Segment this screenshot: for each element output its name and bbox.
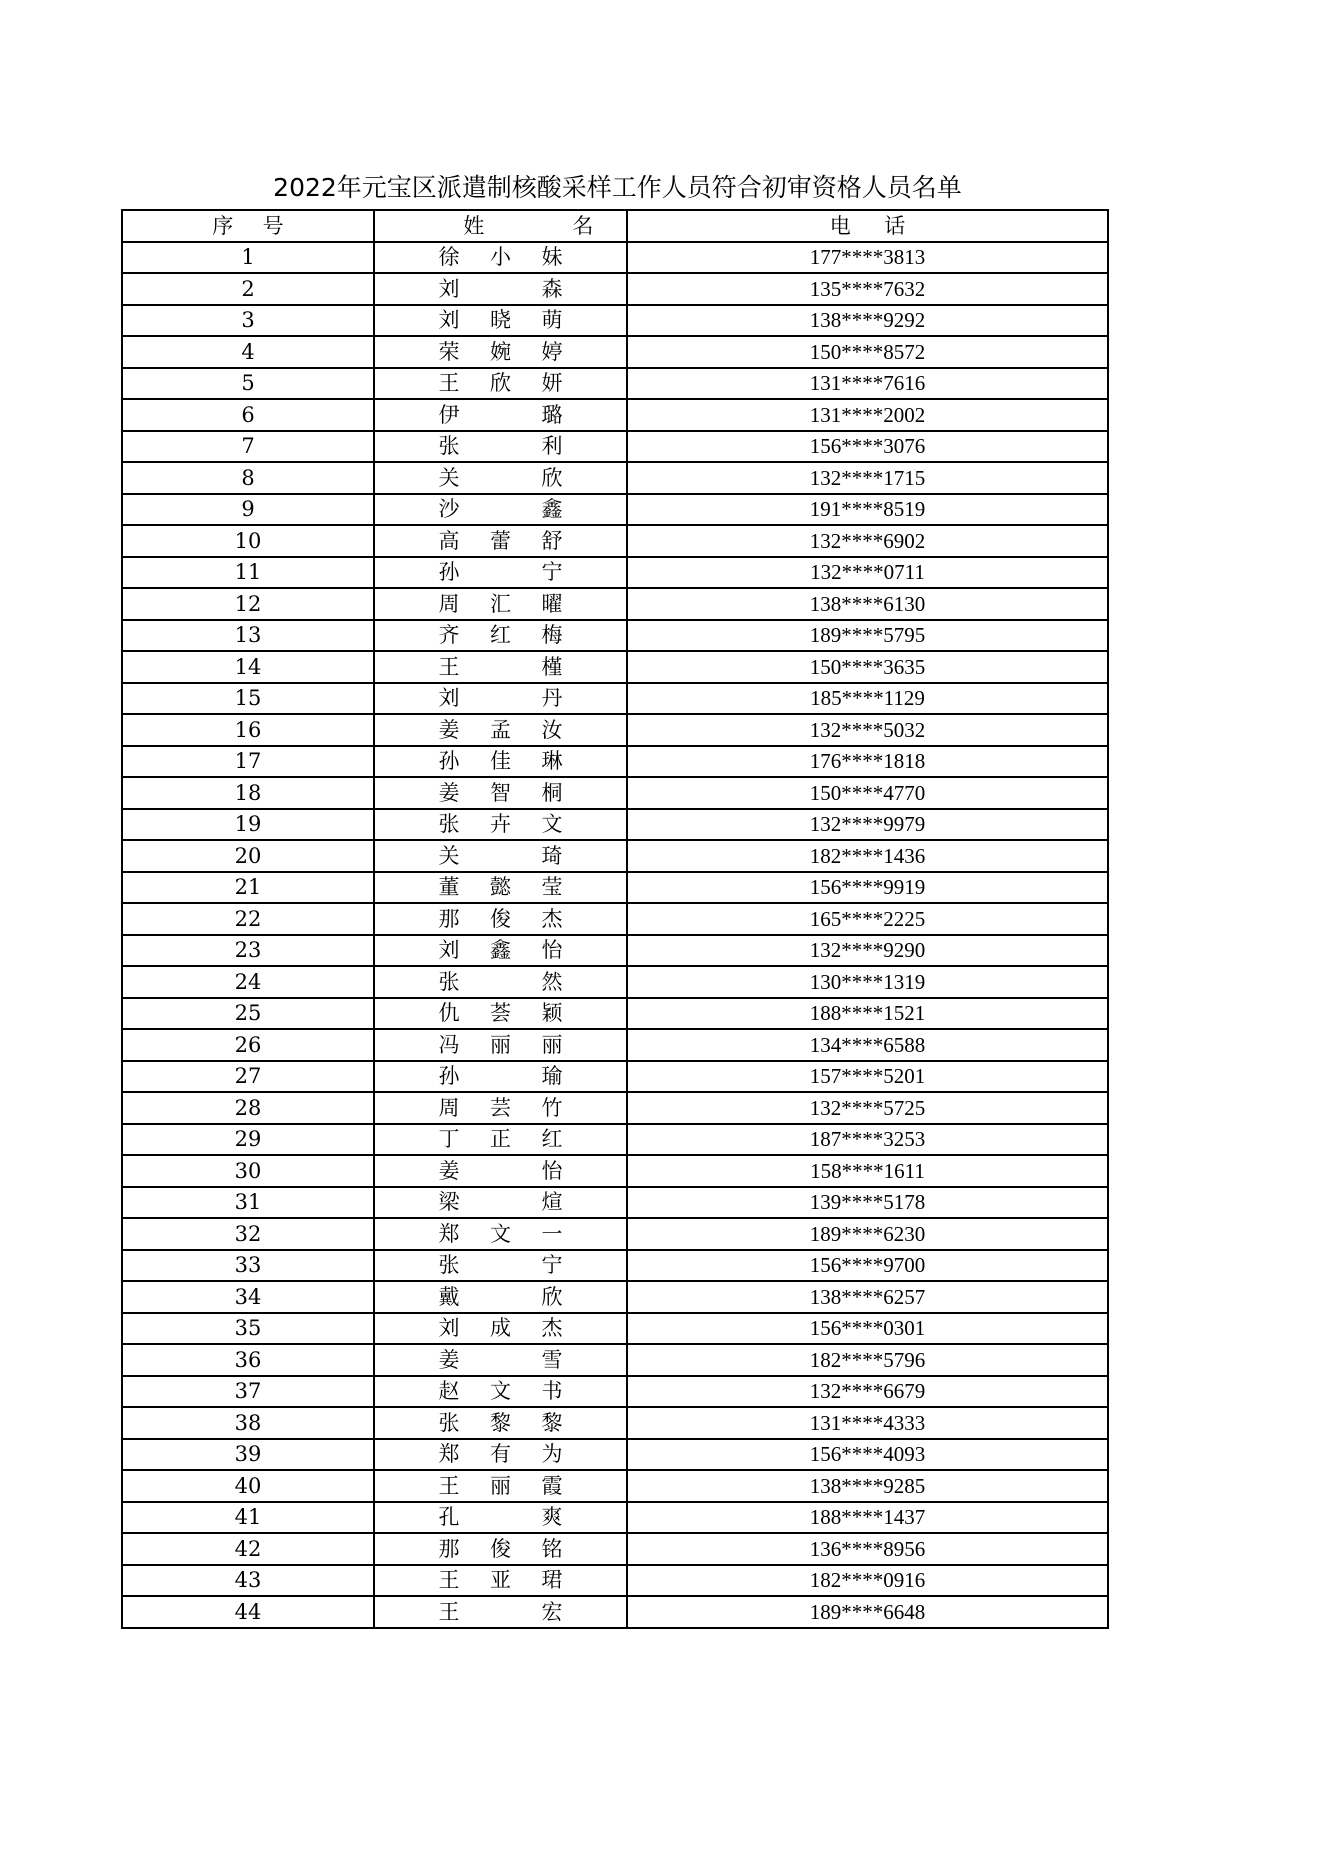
header-phone: 电话 [627, 210, 1108, 242]
cell-phone: 138****9292 [627, 305, 1108, 337]
person-name: 徐 小 妹 [438, 245, 563, 270]
cell-phone: 156****3076 [627, 431, 1108, 463]
cell-name [374, 777, 627, 809]
table-row [122, 557, 1108, 589]
cell-phone: 188****1437 [627, 1502, 1108, 1534]
table-row [122, 903, 1108, 935]
table-row [122, 1281, 1108, 1313]
cell-seq: 37 [122, 1376, 374, 1408]
person-name: 郑 有 为 [438, 1442, 563, 1467]
table-body [122, 242, 1108, 1628]
cell-seq: 42 [122, 1533, 374, 1565]
cell-name [374, 525, 627, 557]
person-name: 王 亚 珺 [438, 1568, 563, 1593]
person-name: 孙 宁 [438, 560, 563, 585]
cell-phone: 177****3813 [627, 242, 1108, 274]
person-name: 冯 丽 丽 [438, 1032, 563, 1057]
cell-seq: 20 [122, 840, 374, 872]
table-header-row [122, 210, 1108, 242]
cell-name [374, 683, 627, 715]
person-name: 高 蕾 舒 [438, 528, 563, 553]
table-row [122, 242, 1108, 274]
person-name: 张 宁 [438, 1253, 563, 1278]
cell-phone: 150****8572 [627, 336, 1108, 368]
cell-seq: 38 [122, 1407, 374, 1439]
cell-name [374, 746, 627, 778]
cell-seq: 9 [122, 494, 374, 526]
cell-phone: 191****8519 [627, 494, 1108, 526]
table-row [122, 1439, 1108, 1471]
cell-name [374, 903, 627, 935]
cell-seq: 11 [122, 557, 374, 589]
cell-seq: 16 [122, 714, 374, 746]
table-row [122, 935, 1108, 967]
cell-seq: 8 [122, 462, 374, 494]
cell-name [374, 305, 627, 337]
cell-name [374, 1029, 627, 1061]
cell-seq: 5 [122, 368, 374, 400]
cell-phone: 132****6902 [627, 525, 1108, 557]
cell-name [374, 1092, 627, 1124]
cell-phone: 156****4093 [627, 1439, 1108, 1471]
cell-seq: 6 [122, 399, 374, 431]
table-row [122, 1187, 1108, 1219]
cell-name [374, 462, 627, 494]
cell-name [374, 1533, 627, 1565]
person-name: 沙 鑫 [438, 497, 563, 522]
person-name: 姜 雪 [438, 1347, 563, 1372]
person-name: 姜 智 桐 [438, 780, 563, 805]
cell-phone: 182****5796 [627, 1344, 1108, 1376]
person-name: 梁 煊 [438, 1190, 563, 1215]
cell-seq: 29 [122, 1124, 374, 1156]
table-row [122, 336, 1108, 368]
cell-phone: 131****2002 [627, 399, 1108, 431]
cell-name [374, 1061, 627, 1093]
cell-phone: 131****4333 [627, 1407, 1108, 1439]
cell-seq: 25 [122, 998, 374, 1030]
cell-name [374, 1407, 627, 1439]
cell-seq: 24 [122, 966, 374, 998]
table-row [122, 588, 1108, 620]
table-row [122, 746, 1108, 778]
table-row [122, 1407, 1108, 1439]
cell-name [374, 966, 627, 998]
cell-phone: 156****0301 [627, 1313, 1108, 1345]
cell-seq: 32 [122, 1218, 374, 1250]
person-name: 丁 正 红 [438, 1127, 563, 1152]
cell-name [374, 368, 627, 400]
person-name: 王 欣 妍 [438, 371, 563, 396]
cell-seq: 31 [122, 1187, 374, 1219]
person-name: 孙 瑜 [438, 1064, 563, 1089]
person-name: 姜 怡 [438, 1158, 563, 1183]
roster-table [121, 209, 1109, 1629]
table-row [122, 399, 1108, 431]
cell-phone: 189****5795 [627, 620, 1108, 652]
cell-seq: 21 [122, 872, 374, 904]
cell-seq: 41 [122, 1502, 374, 1534]
person-name: 张 卉 文 [438, 812, 563, 837]
cell-seq: 30 [122, 1155, 374, 1187]
table-row [122, 431, 1108, 463]
table-row [122, 620, 1108, 652]
person-name: 刘 丹 [438, 686, 563, 711]
table-row [122, 368, 1108, 400]
cell-phone: 138****9285 [627, 1470, 1108, 1502]
cell-seq: 34 [122, 1281, 374, 1313]
cell-name [374, 1596, 627, 1628]
table-row [122, 462, 1108, 494]
person-name: 戴 欣 [438, 1284, 563, 1309]
cell-seq: 36 [122, 1344, 374, 1376]
table-row [122, 1313, 1108, 1345]
cell-seq: 26 [122, 1029, 374, 1061]
person-name: 仇 荟 颖 [438, 1001, 563, 1026]
cell-name [374, 651, 627, 683]
person-name: 那 俊 铭 [438, 1536, 563, 1561]
cell-phone: 132****1715 [627, 462, 1108, 494]
cell-name [374, 1439, 627, 1471]
cell-seq: 43 [122, 1565, 374, 1597]
table-row [122, 1565, 1108, 1597]
person-name: 张 利 [438, 434, 563, 459]
person-name: 孔 爽 [438, 1505, 563, 1530]
cell-phone: 182****1436 [627, 840, 1108, 872]
cell-seq: 18 [122, 777, 374, 809]
cell-name [374, 494, 627, 526]
cell-seq: 27 [122, 1061, 374, 1093]
cell-name [374, 557, 627, 589]
table-row [122, 494, 1108, 526]
cell-phone: 158****1611 [627, 1155, 1108, 1187]
table-row [122, 809, 1108, 841]
person-name: 董 懿 莹 [438, 875, 563, 900]
cell-phone: 132****6679 [627, 1376, 1108, 1408]
cell-seq: 14 [122, 651, 374, 683]
cell-name [374, 809, 627, 841]
cell-phone: 132****9979 [627, 809, 1108, 841]
cell-phone: 132****9290 [627, 935, 1108, 967]
table-row [122, 525, 1108, 557]
cell-phone: 185****1129 [627, 683, 1108, 715]
cell-phone: 131****7616 [627, 368, 1108, 400]
cell-phone: 134****6588 [627, 1029, 1108, 1061]
table-row [122, 840, 1108, 872]
person-name: 王 宏 [438, 1599, 563, 1624]
cell-seq: 15 [122, 683, 374, 715]
cell-name [374, 935, 627, 967]
person-name: 姜 孟 汝 [438, 717, 563, 742]
table-row [122, 1344, 1108, 1376]
cell-name [374, 1344, 627, 1376]
table-row [122, 1250, 1108, 1282]
cell-name [374, 273, 627, 305]
person-name: 齐 红 梅 [438, 623, 563, 648]
cell-phone: 138****6257 [627, 1281, 1108, 1313]
table-row [122, 1533, 1108, 1565]
cell-name [374, 242, 627, 274]
person-name: 张 黎 黎 [438, 1410, 563, 1435]
person-name: 刘 森 [438, 276, 563, 301]
person-name: 张 然 [438, 969, 563, 994]
cell-phone: 132****0711 [627, 557, 1108, 589]
person-name: 关 琦 [438, 843, 563, 868]
cell-phone: 189****6648 [627, 1596, 1108, 1628]
cell-seq: 2 [122, 273, 374, 305]
cell-seq: 4 [122, 336, 374, 368]
cell-phone: 138****6130 [627, 588, 1108, 620]
cell-name [374, 399, 627, 431]
cell-name [374, 840, 627, 872]
table-row [122, 1376, 1108, 1408]
cell-name [374, 588, 627, 620]
cell-seq: 12 [122, 588, 374, 620]
cell-seq: 33 [122, 1250, 374, 1282]
cell-phone: 139****5178 [627, 1187, 1108, 1219]
cell-name [374, 336, 627, 368]
table-row [122, 305, 1108, 337]
table-row [122, 273, 1108, 305]
cell-name [374, 1313, 627, 1345]
cell-phone: 132****5032 [627, 714, 1108, 746]
table-row [122, 1029, 1108, 1061]
person-name: 王 丽 霞 [438, 1473, 563, 1498]
cell-name [374, 1250, 627, 1282]
cell-name [374, 714, 627, 746]
cell-seq: 13 [122, 620, 374, 652]
cell-seq: 40 [122, 1470, 374, 1502]
cell-seq: 28 [122, 1092, 374, 1124]
cell-name [374, 620, 627, 652]
table-row [122, 1502, 1108, 1534]
cell-phone: 182****0916 [627, 1565, 1108, 1597]
table-row [122, 1470, 1108, 1502]
cell-seq: 39 [122, 1439, 374, 1471]
cell-name [374, 1218, 627, 1250]
person-name: 那 俊 杰 [438, 906, 563, 931]
cell-name [374, 1470, 627, 1502]
cell-name [374, 1376, 627, 1408]
cell-seq: 35 [122, 1313, 374, 1345]
cell-phone: 156****9700 [627, 1250, 1108, 1282]
table-row [122, 872, 1108, 904]
table-row [122, 777, 1108, 809]
cell-seq: 19 [122, 809, 374, 841]
cell-phone: 156****9919 [627, 872, 1108, 904]
table-row [122, 714, 1108, 746]
cell-phone: 135****7632 [627, 273, 1108, 305]
cell-phone: 136****8956 [627, 1533, 1108, 1565]
cell-name [374, 998, 627, 1030]
table-row [122, 966, 1108, 998]
cell-phone: 188****1521 [627, 998, 1108, 1030]
cell-name [374, 1502, 627, 1534]
cell-seq: 44 [122, 1596, 374, 1628]
person-name: 孙 佳 琳 [438, 749, 563, 774]
person-name: 伊 璐 [438, 402, 563, 427]
cell-seq: 23 [122, 935, 374, 967]
person-name: 郑 文 一 [438, 1221, 563, 1246]
table-row [122, 683, 1108, 715]
table-row [122, 1061, 1108, 1093]
cell-seq: 17 [122, 746, 374, 778]
cell-name [374, 431, 627, 463]
cell-name [374, 1155, 627, 1187]
person-name: 刘 成 杰 [438, 1316, 563, 1341]
person-name: 周 芸 竹 [438, 1095, 563, 1120]
cell-phone: 130****1319 [627, 966, 1108, 998]
cell-name [374, 1565, 627, 1597]
person-name: 王 槿 [438, 654, 563, 679]
header-seq: 序号 [122, 210, 374, 242]
cell-name [374, 872, 627, 904]
cell-name [374, 1187, 627, 1219]
cell-seq: 1 [122, 242, 374, 274]
cell-phone: 187****3253 [627, 1124, 1108, 1156]
header-name: 姓名 [374, 210, 627, 242]
person-name: 荣 婉 婷 [438, 339, 563, 364]
table-row [122, 1218, 1108, 1250]
page-title: 2022年元宝区派遣制核酸采样工作人员符合初审资格人员名单 [273, 173, 962, 202]
cell-phone: 150****4770 [627, 777, 1108, 809]
table-row [122, 1155, 1108, 1187]
cell-phone: 176****1818 [627, 746, 1108, 778]
cell-phone: 165****2225 [627, 903, 1108, 935]
cell-phone: 189****6230 [627, 1218, 1108, 1250]
cell-seq: 3 [122, 305, 374, 337]
cell-name [374, 1124, 627, 1156]
table-row [122, 998, 1108, 1030]
table-row [122, 1124, 1108, 1156]
table-row [122, 1596, 1108, 1628]
cell-phone: 150****3635 [627, 651, 1108, 683]
person-name: 刘 晓 萌 [438, 308, 563, 333]
person-name: 刘 鑫 怡 [438, 938, 563, 963]
table-row [122, 1092, 1108, 1124]
cell-seq: 22 [122, 903, 374, 935]
table-row [122, 651, 1108, 683]
cell-phone: 157****5201 [627, 1061, 1108, 1093]
cell-seq: 10 [122, 525, 374, 557]
person-name: 赵 文 书 [438, 1379, 563, 1404]
cell-seq: 7 [122, 431, 374, 463]
cell-phone: 132****5725 [627, 1092, 1108, 1124]
cell-name [374, 1281, 627, 1313]
person-name: 周 汇 曜 [438, 591, 563, 616]
person-name: 关 欣 [438, 465, 563, 490]
